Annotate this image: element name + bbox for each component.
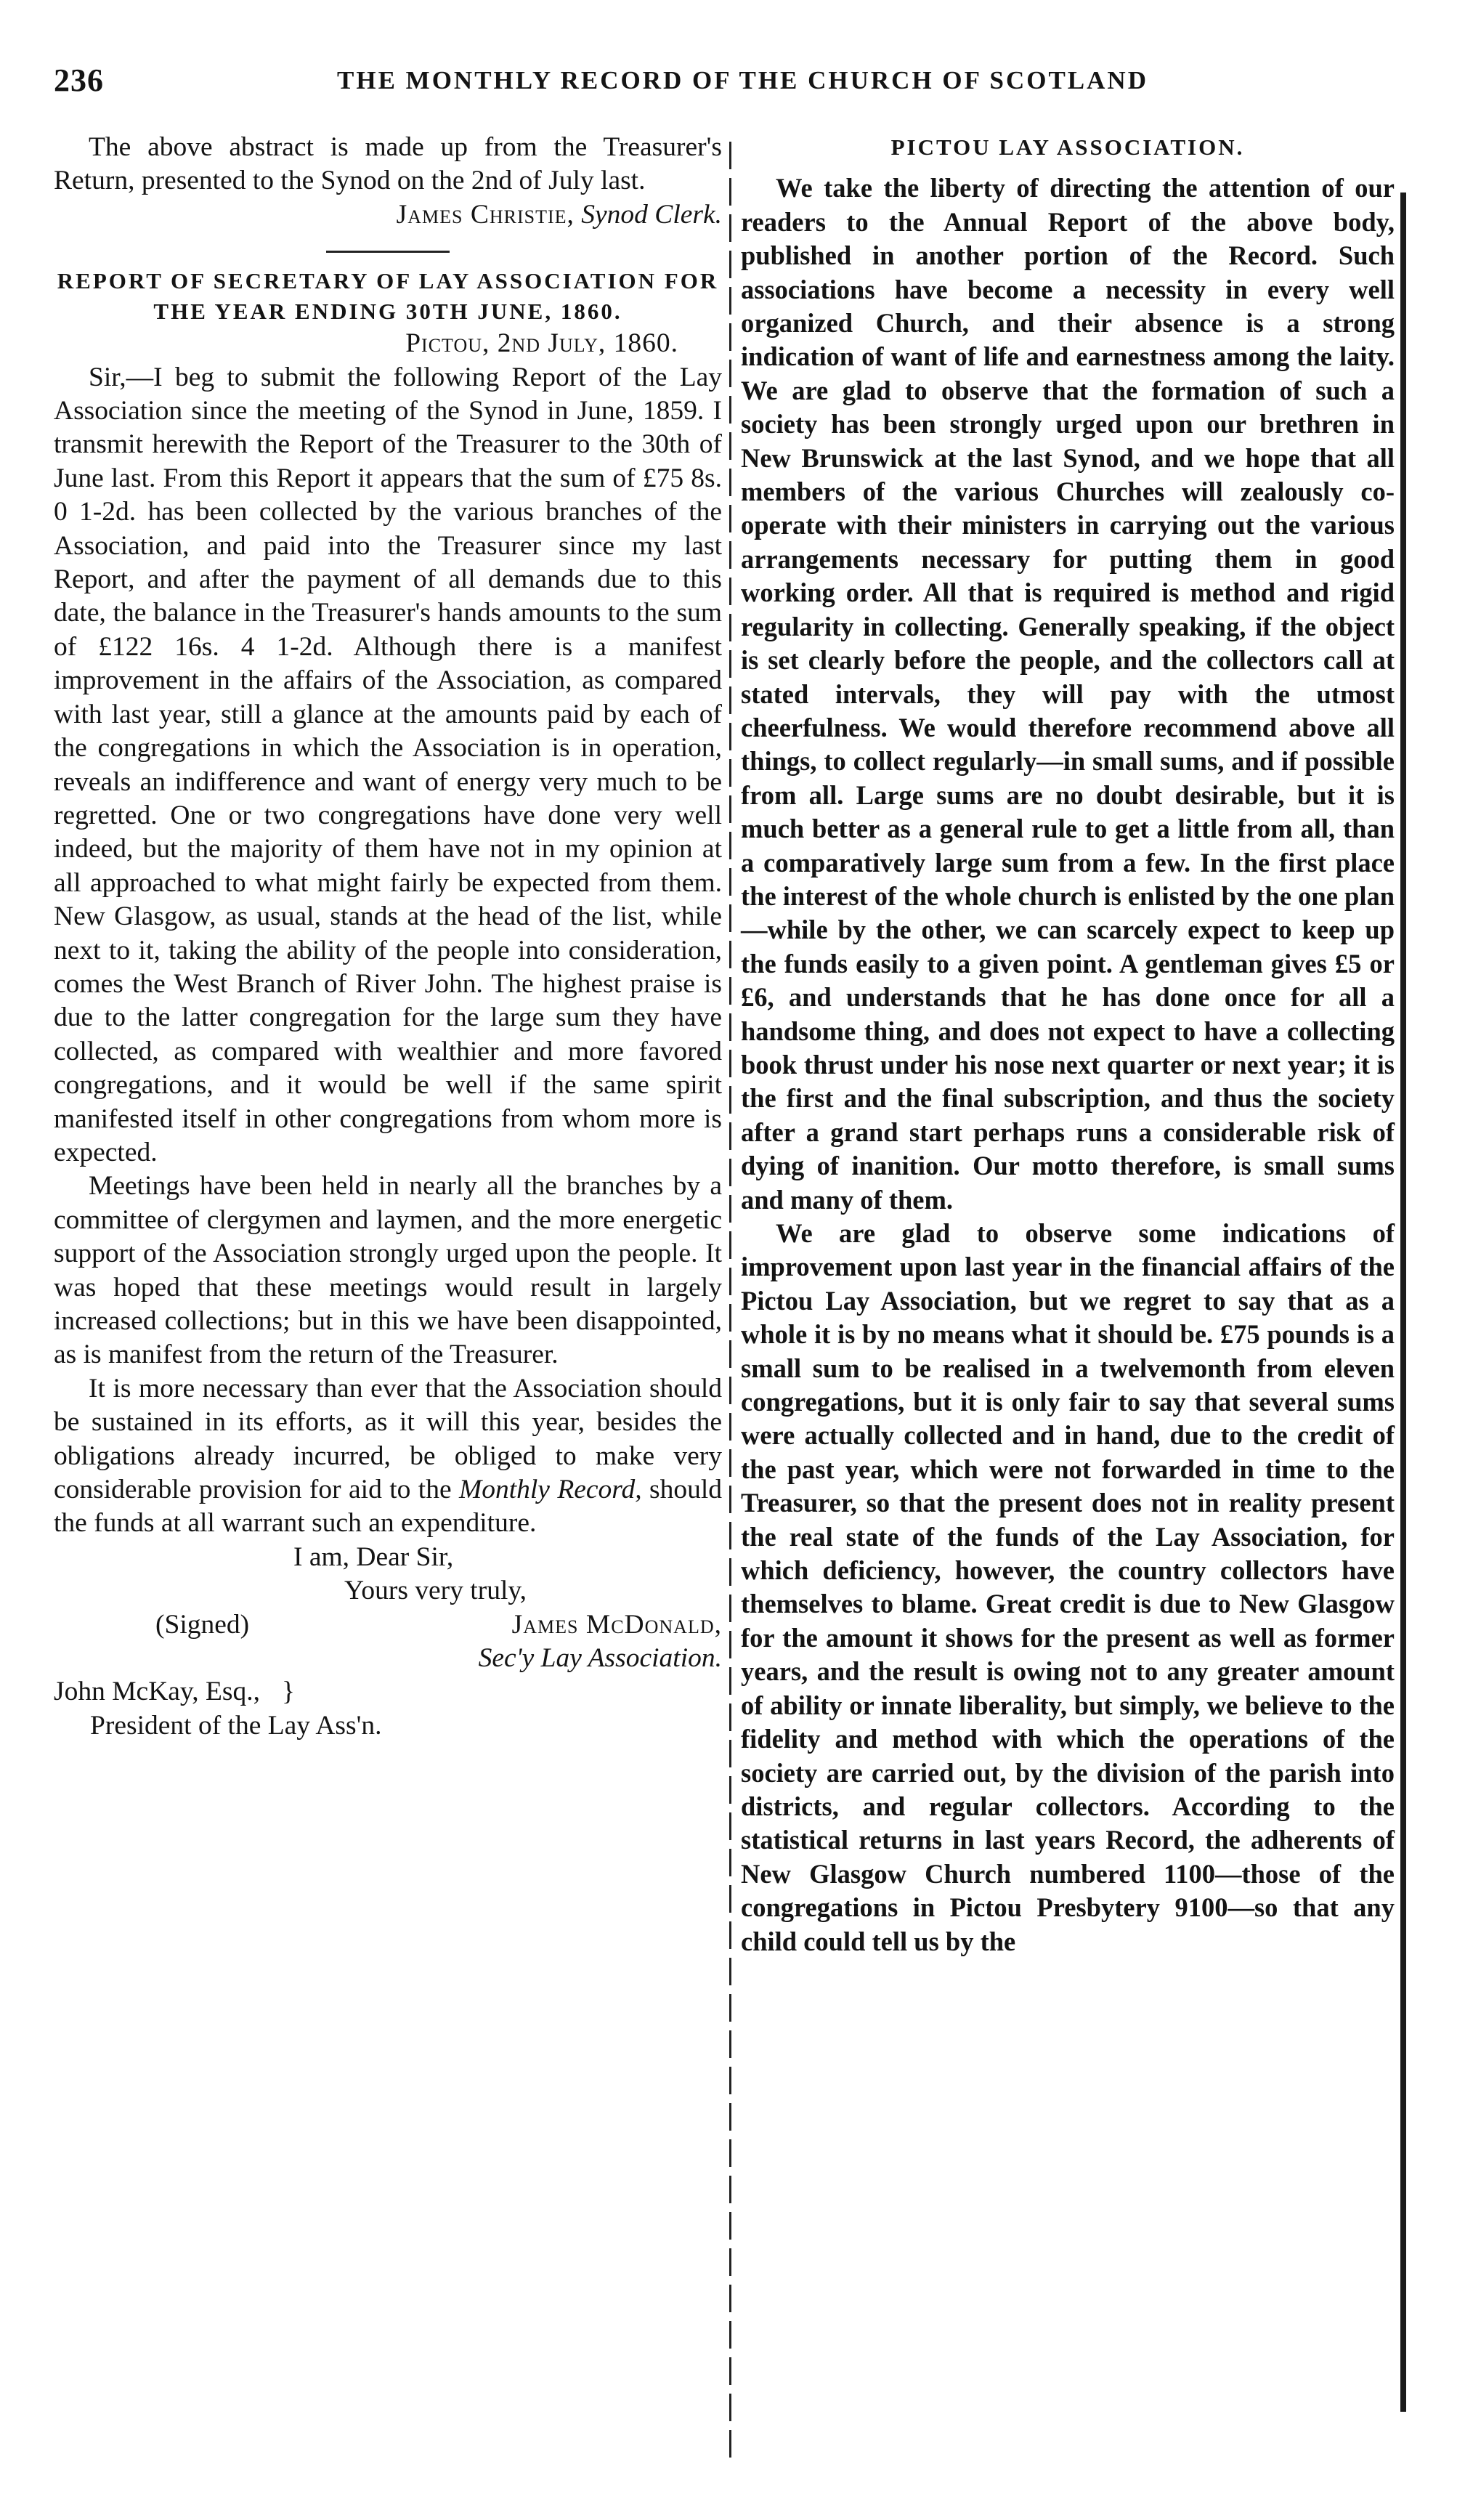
report-paragraph-3-end: should the funds at all warrant such an expenditure. bbox=[54, 1475, 723, 1539]
addressee-title: President of the Lay Ass'n. bbox=[90, 1710, 382, 1741]
page-number: 236 bbox=[54, 62, 104, 98]
signer-title: Sec'y Lay Association. bbox=[478, 1643, 722, 1674]
report-paragraph-3 bbox=[54, 1372, 722, 1541]
abstract-note: The above abstract is made up from the Treasurer's Return, presented to the Synod on the 2nd of July last. bbox=[54, 132, 722, 196]
addressee-title-line bbox=[54, 1709, 722, 1743]
article-title: PICTOU LAY ASSOCIATION. bbox=[890, 134, 1245, 160]
report-paragraph-3-start: It is more necessary than ever that the Association should be sustained in its efforts, as it will this year, besides the obligations already incurred, be obliged to make very considerable provision for aid to the bbox=[54, 1373, 722, 1505]
abstract-signature-name: James Christie, bbox=[396, 199, 575, 230]
signature-line bbox=[54, 1608, 722, 1642]
column-divider bbox=[729, 142, 731, 2466]
letter-closing bbox=[54, 1541, 722, 1743]
abstract-signature bbox=[54, 198, 722, 232]
left-column bbox=[54, 131, 722, 1743]
addressee-line bbox=[54, 1675, 722, 1709]
closing-valediction: Yours very truly, bbox=[344, 1576, 527, 1606]
report-paragraph-1: Sir,—I beg to submit the following Report of the Lay Association since the meeting of the Synod in June, 1859. I transmit herewith the Report of the Treasurer to the 30th of June last. From this Report it appears that the sum of £75 8s. 0 1-2d. has been collected by the various branches of the Association, and paid into the Treasurer since my last Report, and after the payment of all demands due to this date, the balance in the Treasurer's hands amounts to the sum of £122 16s. 4 1-2d. Although there is a manifest improvement in the affairs of the Association, as compared with last year, still a glance at the amounts paid by each of the congregations in which the Association is in operation, reveals an indifference and want of energy very much to be regretted. One or two congregations have done very well indeed, but the majority of them have not in my opinion at all approached to what might fairly be expected from them. New Glasgow, as usual, stands at the head of the list, while next to it, taking the ability of the people into consideration, comes the West Branch of River John. The highest praise is due to the latter congregation for the large sum they have collected, as compared with wealthier and more favored congregations, and it would be well if the same spirit manifested itself in other congregations from whom more is expected. bbox=[54, 362, 722, 1167]
closing-salutation: I am, Dear Sir, bbox=[293, 1541, 454, 1572]
report-paragraph-2: Meetings have been held in nearly all the branches by a committee of clergymen and laymen, and the more energetic support of the Association strongly urged upon the people. It was hoped that these meetings would result in largely increased collections; but in this we have been disappointed, as is manifest from the return of the Treasurer. bbox=[54, 1171, 722, 1370]
abstract-signature-title: Synod Clerk. bbox=[581, 199, 722, 230]
monthly-record-title: Monthly Record, bbox=[458, 1475, 642, 1505]
section-rule bbox=[326, 251, 450, 253]
brace-glyph: } bbox=[282, 1677, 295, 1707]
dateline: Pictou, 2nd July, 1860. bbox=[405, 328, 678, 359]
right-column bbox=[741, 131, 1395, 1958]
report-title: REPORT OF SECRETARY OF LAY ASSOCIATION FOR THE YEAR ENDING 30TH JUNE, 1860. bbox=[57, 268, 719, 325]
running-head: THE MONTHLY RECORD OF THE CHURCH OF SCOTLAND bbox=[337, 66, 1148, 94]
page-header bbox=[54, 62, 1412, 105]
signed-label: (Signed) bbox=[155, 1609, 250, 1640]
addressee-name: John McKay, Esq., bbox=[54, 1677, 260, 1707]
margin-bar bbox=[1400, 193, 1406, 2412]
signer-name: James McDonald, bbox=[511, 1609, 722, 1640]
article-paragraph-2: We are glad to observe some indications of improvement upon last year in the financial affairs of the Pictou Lay Association, but we regret to say that as a whole it is by no means what it should be. £75 pounds is a small sum to be realised in a twelvemonth from eleven congregations, but it is only fair to say that several sums were actually collected and in hand, due to the credit of the past year, which were not forwarded in time to the Treasurer, so that the present does not in reality present the real state of the funds of the Lay Association, for which deficiency, however, the country collectors have themselves to blame. Great credit is due to New Glasgow for the amount it shows for the present as well as former years, and the result is owing not to any greater amount of ability or innate liberality, but simply, we believe to the fidelity and method with which the operations of the society are carried out, by the division of the parish into districts, and regular collectors. According to the statistical returns in last years Record, the adherents of New Glasgow Church numbered 1100—those of the congregations in Pictou Presbytery 9100—so that any child could tell us by the bbox=[741, 1218, 1395, 1956]
article-paragraph-1: We take the liberty of directing the attention of our readers to the Annual Report of the above body, published in another portion of the Record. Such associations have become a necessity in every well organized Church, and their absence is a strong indication of want of life and earnestness among the laity. We are glad to observe that the formation of such a society has been strongly urged upon our brethren in New Brunswick at the last Synod, and we hope that all members of the various Churches will zealously co-operate with their ministers in carrying out the various arrangements necessary for putting them in good working order. All that is required is method and rigid regularity in collecting. Generally speaking, if the object is set clearly before the people, and the collectors call at stated intervals, they will pay with the utmost cheerfulness. We would therefore recommend above all things, to collect regularly—in small sums, and if possible from all. Large sums are no doubt desirable, but it is much better as a general rule to get a little from all, than a comparatively large sum from a few. In the first place the interest of the whole church is enlisted by the one plan—while by the other, we can scarcely expect to keep up the funds easily to a given point. A gentleman gives £5 or £6, and understands that he has done once for all a handsome thing, and does not expect to have a collecting book thrust under his nose next quarter or next year; it is the first and the final subscription, and thus the society after a grand start perhaps runs a considerable risk of dying of inanition. Our motto therefore, is small sums and many of them. bbox=[741, 173, 1395, 1215]
